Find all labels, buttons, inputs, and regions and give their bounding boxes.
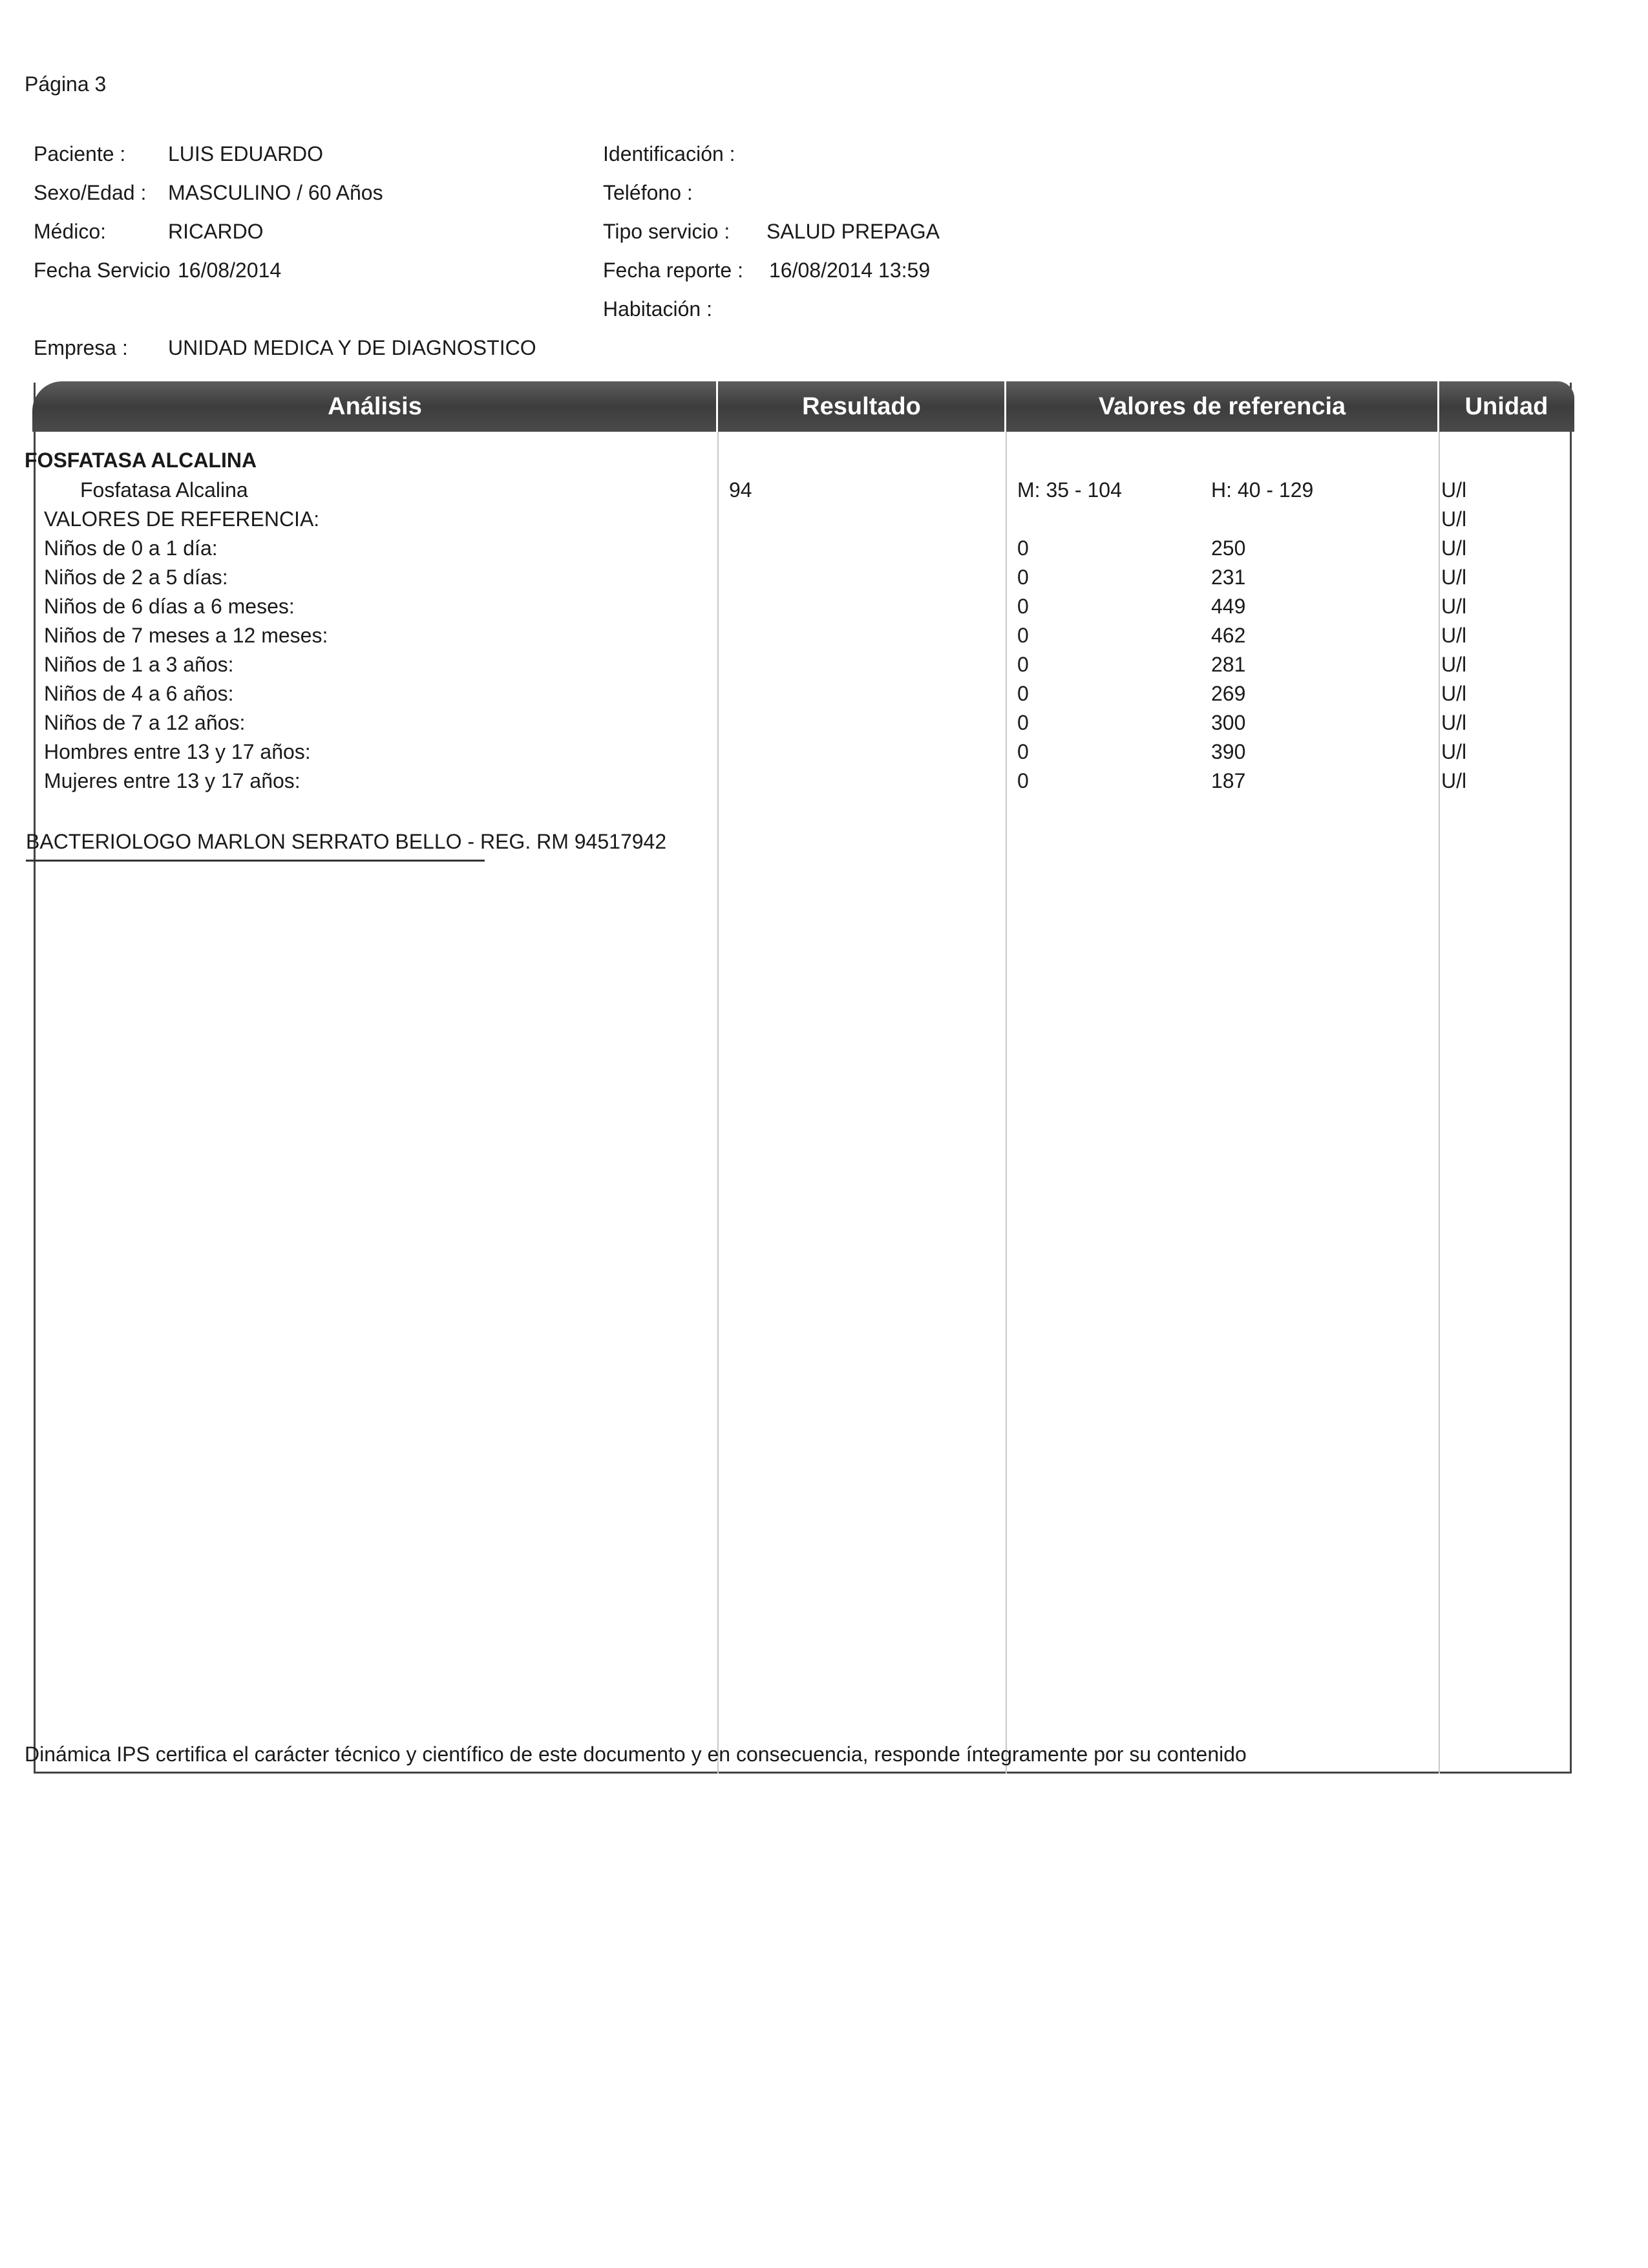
analysis-name: Fosfatasa Alcalina <box>80 478 248 502</box>
row-high: 300 <box>1211 711 1246 734</box>
sex-age-label: Sexo/Edad : <box>34 181 147 204</box>
row-unit: U/l <box>1441 536 1467 560</box>
row-label: Niños de 0 a 1 día: <box>44 536 218 560</box>
row-label: Niños de 6 días a 6 meses: <box>44 595 295 618</box>
report-date-label: Fecha reporte : <box>603 259 743 282</box>
row-unit: U/l <box>1441 682 1467 705</box>
room-label: Habitación : <box>603 297 712 321</box>
company-name: UNIDAD MEDICA Y DE DIAGNOSTICO <box>168 336 536 359</box>
reference-male: H: 40 - 129 <box>1211 478 1314 502</box>
service-date-value: 16/08/2014 <box>178 259 282 282</box>
reference-female: M: 35 - 104 <box>1017 478 1122 502</box>
row-label: Niños de 1 a 3 años: <box>44 653 234 676</box>
doctor-label: Médico: <box>34 220 107 243</box>
row-unit: U/l <box>1441 624 1467 647</box>
company-label: Empresa : <box>34 336 128 359</box>
header-divider <box>716 381 718 432</box>
row-low: 0 <box>1017 653 1029 676</box>
unit: U/l <box>1441 507 1467 531</box>
row-low: 0 <box>1017 740 1029 763</box>
row-high: 231 <box>1211 566 1246 589</box>
service-type-value: SALUD PREPAGA <box>766 220 940 243</box>
signature-text: BACTERIOLOGO MARLON SERRATO BELLO - REG. RM 94517942 <box>26 830 667 853</box>
row-low: 0 <box>1017 682 1029 705</box>
row-high: 187 <box>1211 769 1246 792</box>
row-label: Mujeres entre 13 y 17 años: <box>44 769 301 792</box>
results-table-frame <box>34 383 1572 1774</box>
row-low: 0 <box>1017 711 1029 734</box>
patient-name: LUIS EDUARDO <box>168 142 324 165</box>
phone-label: Teléfono : <box>603 181 693 204</box>
patient-label: Paciente : <box>34 142 126 165</box>
row-unit: U/l <box>1441 740 1467 763</box>
certification-footer: Dinámica IPS certifica el carácter técnico y científico de este documento y en consecuencia, responde íntegramente por su contenido <box>25 1743 1247 1766</box>
identification-label: Identificación : <box>603 142 735 165</box>
row-label: Niños de 4 a 6 años: <box>44 682 234 705</box>
report-date-value: 16/08/2014 13:59 <box>769 259 931 282</box>
header-divider <box>1437 381 1439 432</box>
signature-underline <box>26 860 485 862</box>
doctor-name: RICARDO <box>168 220 264 243</box>
row-unit: U/l <box>1441 711 1467 734</box>
reference-values-heading: VALORES DE REFERENCIA: <box>44 507 320 531</box>
column-divider <box>1439 432 1440 1774</box>
result-value: 94 <box>729 478 752 502</box>
unit: U/l <box>1441 478 1467 502</box>
header-divider <box>1004 381 1006 432</box>
section-title: FOSFATASA ALCALINA <box>25 449 257 472</box>
row-high: 449 <box>1211 595 1246 618</box>
row-unit: U/l <box>1441 566 1467 589</box>
row-label: Niños de 7 meses a 12 meses: <box>44 624 328 647</box>
table-header <box>32 381 1574 432</box>
row-low: 0 <box>1017 566 1029 589</box>
row-high: 250 <box>1211 536 1246 560</box>
row-high: 269 <box>1211 682 1246 705</box>
page-number: Página 3 <box>25 72 107 96</box>
service-date-label: Fecha Servicio <box>34 259 171 282</box>
row-label: Niños de 7 a 12 años: <box>44 711 246 734</box>
header-unidad: Unidad <box>1464 393 1548 420</box>
row-unit: U/l <box>1441 769 1467 792</box>
row-label: Niños de 2 a 5 días: <box>44 566 228 589</box>
column-divider <box>717 432 719 1774</box>
row-unit: U/l <box>1441 653 1467 676</box>
row-low: 0 <box>1017 769 1029 792</box>
row-high: 281 <box>1211 653 1246 676</box>
row-label: Hombres entre 13 y 17 años: <box>44 740 311 763</box>
column-divider <box>1006 432 1007 1774</box>
row-high: 462 <box>1211 624 1246 647</box>
sex-age-value: MASCULINO / 60 Años <box>168 181 383 204</box>
row-high: 390 <box>1211 740 1246 763</box>
header-resultado: Resultado <box>802 393 921 420</box>
row-low: 0 <box>1017 595 1029 618</box>
row-unit: U/l <box>1441 595 1467 618</box>
service-type-label: Tipo servicio : <box>603 220 730 243</box>
row-low: 0 <box>1017 536 1029 560</box>
header-analisis: Análisis <box>328 393 422 420</box>
header-valores-referencia: Valores de referencia <box>1098 393 1346 420</box>
row-low: 0 <box>1017 624 1029 647</box>
